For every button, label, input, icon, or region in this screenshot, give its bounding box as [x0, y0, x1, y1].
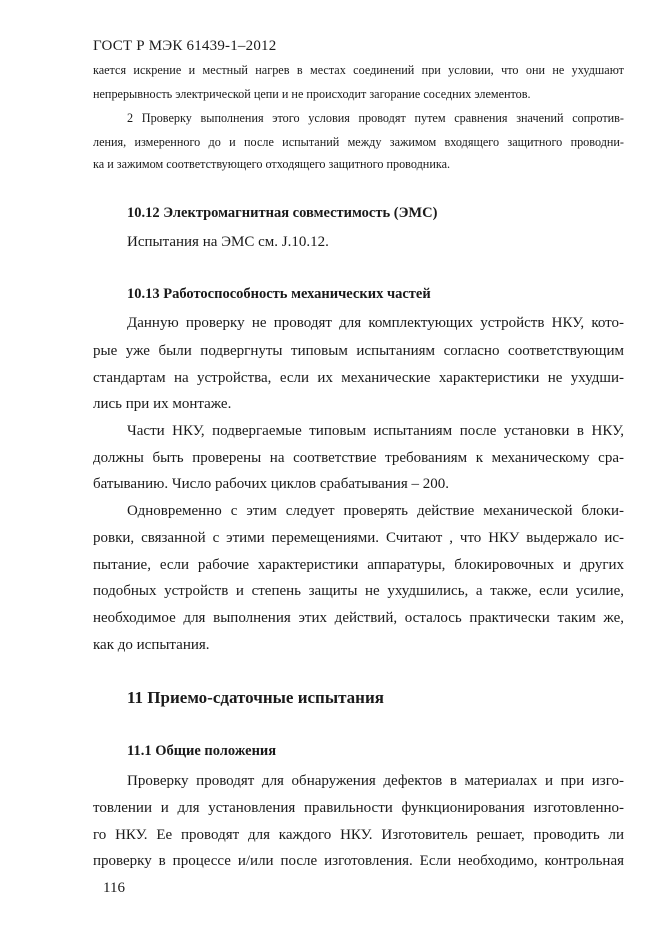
document-header: ГОСТ Р МЭК 61439-1–2012 [93, 38, 277, 54]
section-10-13-p1-line-1: Данную проверку не проводят для комплектующих устройств НКУ, кото- [127, 315, 624, 331]
section-10-13-p3-line-1: Одновременно с этим следует проверять действие механической блоки- [127, 503, 624, 519]
note-2-line-2: ления, измеренного до и после испытаний между зажимом входящего защитного проводни- [93, 135, 624, 149]
section-10-13-p1-line-3: стандартам на устройства, если их механические характеристики не ухудши- [93, 370, 624, 386]
note-2-line-1: 2 Проверку выполнения этого условия проводят путем сравнения значений сопротив- [127, 111, 624, 125]
section-10-13-p3-line-2: ровки, связанной с этими перемещениями. Считают , что НКУ выдержало ис- [93, 530, 624, 546]
section-10-13-p2-line-2: должны быть проверены на соответствие требованиям к механическому сра- [93, 450, 624, 466]
section-10-12-line-1: Испытания на ЭМС см. J.10.12. [127, 234, 329, 250]
page-number: 116 [103, 880, 125, 896]
section-11-1-p1-line-2: товлении и для установления правильности функционирования изготовленно- [93, 800, 624, 816]
section-11-1-p1-line-1: Проверку проводят для обнаружения дефектов в материалах и при изго- [127, 773, 624, 789]
section-11-1-heading: 11.1 Общие положения [127, 743, 277, 759]
section-10-13-p3-line-3: пытание, если рабочие характеристики аппаратуры, блокировочных и других [93, 557, 624, 573]
note-2-line-3: ка и зажимом соответствующего отходящего защитного проводника. [93, 157, 451, 171]
section-11-1-p1-line-3: го НКУ. Ее проводят для каждого НКУ. Изготовитель решает, проводить ли [93, 827, 624, 843]
section-10-13-p3-line-5: необходимое для выполнения этих действий, осталось практически таким же, [93, 610, 624, 626]
note-1-line-2: непрерывность электрической цепи и не происходит загорание соседних элементов. [93, 87, 531, 101]
section-10-13-p2-line-1: Части НКУ, подвергаемые типовым испытаниям после установки в НКУ, [127, 423, 624, 439]
section-11-1-p1-line-4: проверку в процессе и/или после изготовления. Если необходимо, контрольная [93, 853, 624, 869]
section-10-13-p3-line-4: подобных устройств и степень защиты не ухудшились, а также, если усилие, [93, 583, 624, 599]
section-10-12-heading: 10.12 Электромагнитная совместимость (ЭМС) [127, 205, 438, 221]
note-1-line-1: кается искрение и местный нагрев в местах соединений при условии, что они не ухудшают [93, 63, 624, 77]
section-10-13-heading: 10.13 Работоспособность механических частей [127, 286, 431, 302]
section-10-13-p3-line-6: как до испытания. [93, 637, 210, 653]
section-11-heading: 11 Приемо-сдаточные испытания [127, 688, 384, 707]
section-10-13-p1-line-4: лись при их монтаже. [93, 396, 232, 412]
section-10-13-p2-line-3: батыванию. Число рабочих циклов срабатывания – 200. [93, 476, 449, 492]
section-10-13-p1-line-2: рые уже были подвергнуты типовым испытаниям согласно соответствующим [93, 343, 624, 359]
